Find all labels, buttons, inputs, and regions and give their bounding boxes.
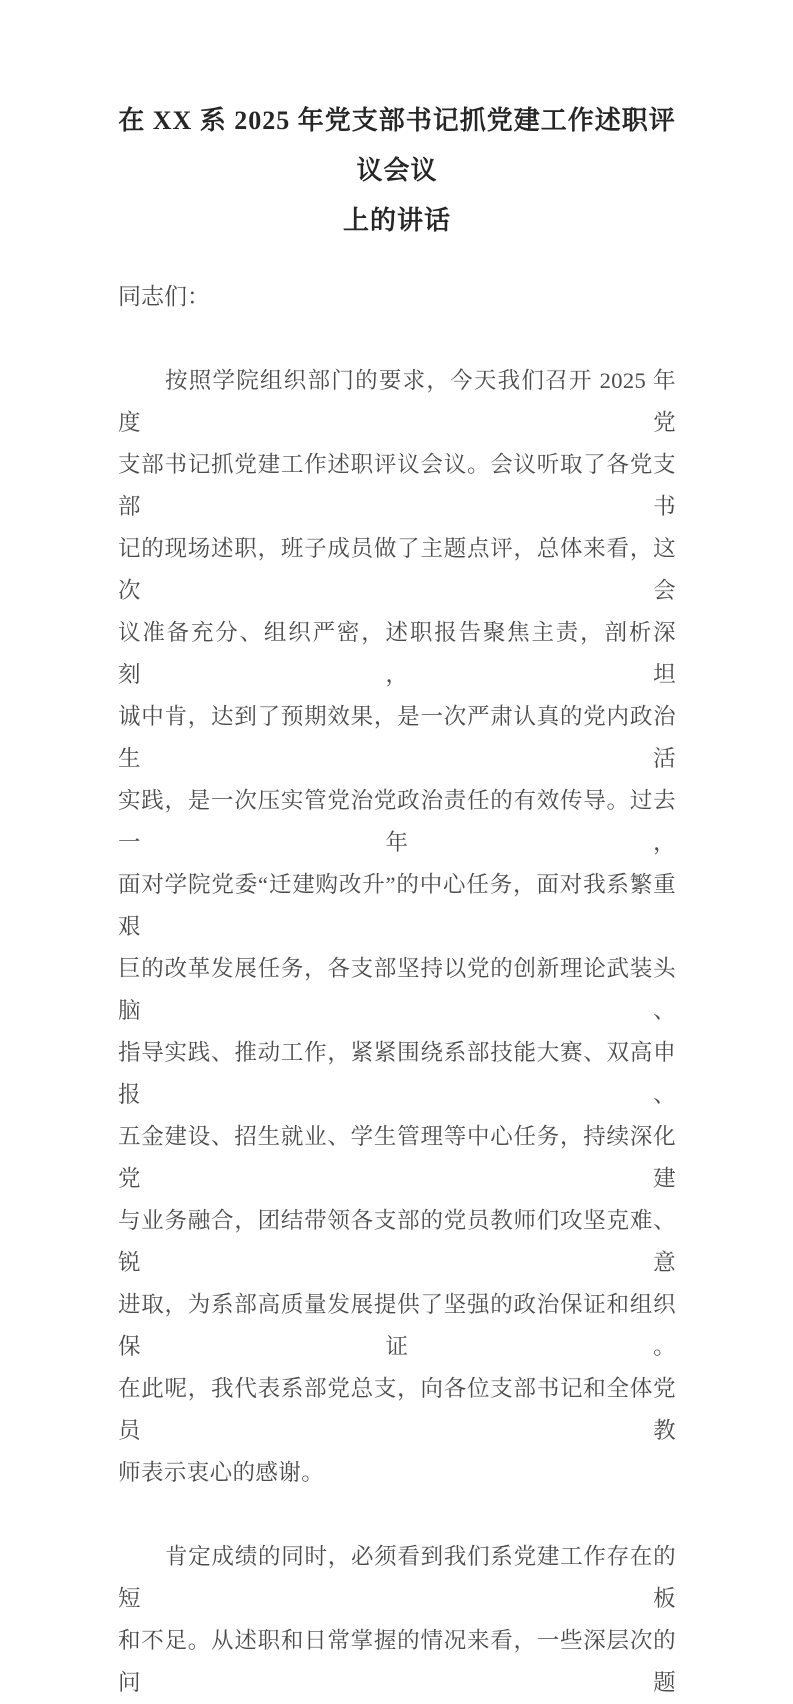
body-line: 指导实践、推动工作，紧紧围绕系部技能大赛、双高申报、 (118, 1040, 676, 1107)
body-line: 五金建设、招生就业、学生管理等中心任务，持续深化党建 (118, 1124, 676, 1191)
paragraph-1 (118, 360, 676, 1494)
paragraph-2 (118, 1536, 676, 1704)
doc-title (118, 96, 676, 246)
salutation: 同志们： (118, 284, 210, 309)
body-line: 师表示衷心的感谢。 (118, 1460, 325, 1485)
body-line: 进取，为系部高质量发展提供了坚强的政治保证和组织保证。 (118, 1292, 676, 1359)
body-line: 面对学院党委“迁建购改升”的中心任务，面对我系繁重艰 (118, 872, 676, 939)
body-line: 巨的改革发展任务，各支部坚持以党的创新理论武装头脑、 (118, 956, 676, 1023)
document-text-column (118, 96, 676, 1704)
body-line: 记的现场述职，班子成员做了主题点评，总体来看，这次会 (118, 536, 676, 603)
body-line: 在此呢，我代表系部党总支，向各位支部书记和全体党员教 (118, 1376, 676, 1443)
body-line: 诚中肯，达到了预期效果，是一次严肃认真的党内政治生活 (118, 704, 676, 771)
body-line: 议准备充分、组织严密，述职报告聚焦主责，剖析深刻，坦 (118, 620, 676, 687)
body-line: 支部书记抓党建工作述职评议会议。会议听取了各党支部书 (118, 452, 676, 519)
body-line: 实践，是一次压实管党治党政治责任的有效传导。过去一年， (118, 788, 676, 855)
body-line: 肯定成绩的同时，必须看到我们系党建工作存在的短板 (118, 1544, 676, 1611)
body-line: 和不足。从述职和日常掌握的情况来看，一些深层次的问题 (118, 1628, 676, 1695)
doc-title-line-1: 在 XX 系 2025 年党支部书记抓党建工作述职评议会议 (118, 106, 676, 185)
body-line: 按照学院组织部门的要求，今天我们召开 2025 年度党 (118, 368, 676, 435)
doc-title-line-2: 上的讲话 (342, 206, 451, 235)
body-line: 与业务融合，团结带领各支部的党员教师们攻坚克难、锐意 (118, 1208, 676, 1275)
